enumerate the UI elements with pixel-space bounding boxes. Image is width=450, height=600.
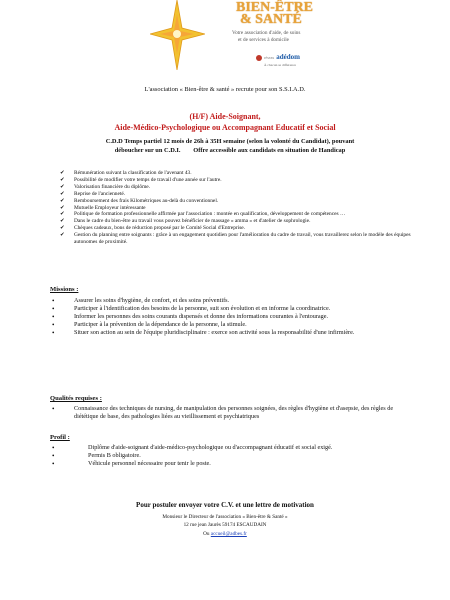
address-line1: Monsieur le Directeur de l'association « Bien-être & Santé » [162, 514, 288, 520]
benefit-item: ✔ Possibilité de modifier votre temps de travail d'une année sur l'autre. [60, 176, 222, 183]
benefit-item: ✔ Politique de formation professionnelle affirmée par l'association : montée en qualification, développement de compétences … [60, 211, 346, 218]
benefit-item: ✔ Gestion du planning entre soignants : grâce à un engagement quotidien pour l'amélioration du cadre de travail, vous travaillerez selon le modèle des équipes autonomes de proximité. [60, 232, 411, 246]
address-line2: 12 rue jean Jaurès 59174 ESCAUDAIN [183, 522, 267, 528]
bullet-icon: • [52, 321, 55, 329]
contract-info [60, 138, 400, 155]
qualite-item: • Connaissance des techniques de nursing, de manipulation des personnes soignées, des règles d'hygiène et d'asepsie, des règles de diététique de base, des pathologies liées au vieillissement et psychiatriques [52, 405, 394, 420]
checkmark-icon: ✔ [60, 176, 65, 183]
contract-line2: déboucher sur un C.D.I. Offre accessible aux candidats en situation de Handicap [114, 146, 346, 154]
logo-subtitle-line1: Votre association d'aide, de soins [232, 30, 301, 36]
checkmark-icon: ✔ [60, 225, 65, 232]
bullet-icon: • [52, 313, 55, 321]
mission-item: • Participer à la prévention de la dépendance de la personne, la stimule. [52, 321, 247, 329]
job-title [0, 111, 450, 133]
missions-heading: Missions : [50, 286, 79, 293]
logo-star-icon [150, 0, 205, 70]
qualites-heading: Qualités requises : [50, 395, 102, 402]
logo-title-line2: & SANTÉ [240, 12, 302, 27]
benefit-item: ✔ Dans le cadre du bien-être au travail vous pouvez bénéficier de massage « amma » et d'atelier de sophrologie. [60, 218, 311, 225]
bullet-icon: • [52, 452, 55, 460]
bullet-icon: • [52, 329, 55, 337]
mission-item: • Informer les personnes des soins courants dispensés et donne des informations courantes à l'entourage. [52, 313, 329, 321]
logo-subtitle-line2: et de services à domicile [238, 37, 289, 43]
bullet-icon: • [52, 305, 55, 313]
qualites-list [52, 405, 397, 421]
logo-title-line1: BIEN-ÊTRE [236, 0, 314, 15]
job-title-line2: Aide-Médico-Psychologique ou Accompagnant Educatif et Social [114, 123, 336, 132]
partner-prefix: réseau [264, 55, 275, 60]
profil-item: • Permis B obligatoire. [52, 452, 141, 460]
partner-name: adédom [276, 53, 300, 61]
email-line [0, 531, 450, 537]
logo-title [236, 2, 313, 26]
profil-item: • Diplôme d'aide-soignant d'aide-médico-psychologique ou d'accompagnant éducatif et social exigé. [52, 444, 333, 452]
partner-tagline: À chacun sa différence [264, 63, 297, 67]
benefit-item: ✔ Mutuelle Employeur intéressante [60, 204, 146, 211]
contract-line1: C.D.D Temps partiel 12 mois de 26h à 35H semaine (selon la volonté du Candidat), pouvant [105, 138, 355, 145]
missions-list [52, 297, 397, 337]
bullet-icon: • [52, 444, 55, 452]
bullet-icon: • [52, 405, 55, 413]
checkmark-icon: ✔ [60, 232, 65, 239]
mission-item: • Participer à l'identification des besoins de la personne, suit son évolution et en informe la coordinatrice. [52, 305, 331, 313]
profil-item: • Véhicule personnel nécessaire pour tenir le poste. [52, 460, 211, 468]
apply-instructions: Pour postuler envoyer votre C.V. et une lettre de motivation [136, 501, 314, 509]
logo-subtitle [232, 30, 300, 44]
benefit-item: ✔ Valorisation financière du diplôme. [60, 183, 151, 190]
bullet-icon: • [52, 460, 55, 468]
benefit-item: ✔ Rémunération suivant la classification de l'avenant 43. [60, 170, 192, 176]
benefit-item: ✔ Reprise de l'ancienneté. [60, 190, 126, 197]
bullet-icon: • [52, 297, 55, 305]
benefit-item: ✔ Remboursement des frais Kilométriques au-delà du conventionnel. [60, 197, 219, 204]
email-link[interactable]: accueil@adbes.fr [210, 531, 247, 537]
partner-badge-icon [256, 55, 262, 61]
checkmark-icon: ✔ [60, 218, 65, 225]
profil-list [52, 444, 397, 468]
checkmark-icon: ✔ [60, 170, 65, 176]
partner-logo [256, 54, 300, 69]
mission-item: • Situer son action au sein de l'équipe pluridisciplinaire : exerce son activité sous la responsabilité d'une infirmière. [52, 329, 355, 337]
profil-heading: Profil : [50, 434, 70, 441]
email-prefix: Ou [203, 531, 211, 537]
mission-item: • Assurer les soins d'hygiène, de confort, et des soins préventifs. [52, 297, 230, 305]
checkmark-icon: ✔ [60, 197, 65, 204]
checkmark-icon: ✔ [60, 211, 65, 218]
checkmark-icon: ✔ [60, 204, 65, 211]
intro-text: L'association « Bien-être & santé » recrute pour son S.S.I.A.D. [144, 86, 306, 93]
job-title-line1: (H/F) Aide-Soignant, [189, 112, 261, 121]
checkmark-icon: ✔ [60, 183, 65, 190]
checkmark-icon: ✔ [60, 190, 65, 197]
benefits-list [60, 170, 415, 246]
benefit-item: ✔ Chèques cadeaux, bons de réduction proposé par le Comité Social d'Entreprise. [60, 225, 246, 232]
